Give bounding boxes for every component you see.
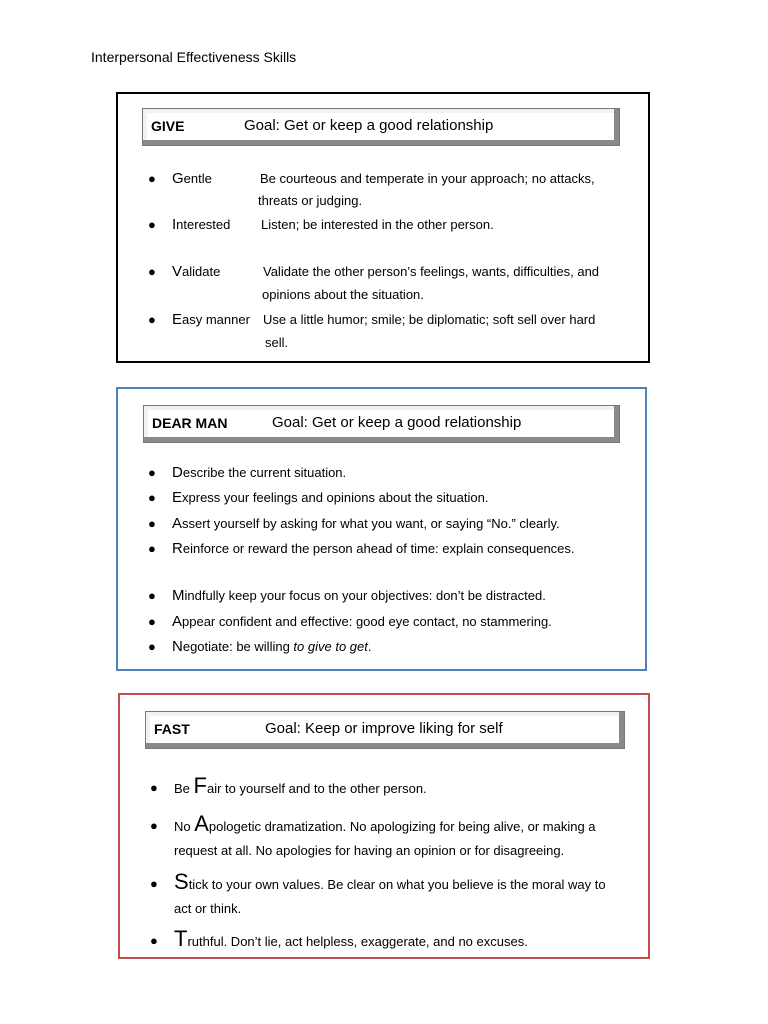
dear-man-text: Appear confident and effective: good eye contact, no stammering. [172, 613, 552, 630]
give-header [142, 108, 620, 146]
dear-man-header [143, 405, 620, 443]
dear-man-text: Describe the current situation. [172, 464, 347, 481]
dear-man-header-goal: Goal: Get or keep a good relationship [272, 414, 522, 431]
give-term: Easy manner [172, 311, 250, 328]
dear-man-text: Assert yourself by asking for what you want, or saying “No.” clearly. [172, 515, 560, 532]
bullet-icon: ● [148, 639, 156, 654]
give-term: Gentle [172, 170, 212, 187]
give-term: Validate [172, 263, 221, 280]
bullet-icon: ● [148, 171, 156, 186]
bullet-icon: ● [150, 780, 158, 795]
bullet-icon: ● [148, 312, 156, 327]
give-desc-cont: sell. [265, 335, 289, 350]
fast-text: Stick to your own values. Be clear on what you believe is the moral way to [174, 869, 606, 894]
give-header-goal: Goal: Get or keep a good relationship [244, 117, 494, 134]
give-desc: Validate the other person’s feelings, wants, difficulties, and [263, 264, 600, 279]
dear-man-section [116, 387, 647, 671]
dear-man-text: Mindfully keep your focus on your objectives: don’t be distracted. [172, 587, 546, 604]
bullet-icon: ● [148, 516, 156, 531]
fast-text: Be Fair to yourself and to the other person. [174, 773, 427, 798]
dear-man-text: Reinforce or reward the person ahead of time: explain consequences. [172, 540, 575, 557]
give-section [116, 92, 650, 363]
bullet-icon: ● [150, 933, 158, 948]
give-desc: Use a little humor; smile; be diplomatic; soft sell over hard [263, 312, 596, 327]
give-desc-cont: opinions about the situation. [262, 287, 424, 302]
give-term: Interested [172, 216, 231, 233]
fast-text-cont: request at all. No apologies for having an opinion or for disagreeing. [174, 843, 565, 858]
dear-man-text: Negotiate: be willing to give to get. [172, 638, 372, 655]
bullet-icon: ● [148, 541, 156, 556]
fast-header-name: FAST [154, 721, 190, 737]
document-title: Interpersonal Effectiveness Skills [91, 49, 297, 65]
bullet-icon: ● [148, 217, 156, 232]
bullet-icon: ● [150, 876, 158, 891]
fast-section [118, 693, 650, 959]
bullet-icon: ● [148, 614, 156, 629]
give-desc: Be courteous and temperate in your approach; no attacks, [260, 171, 595, 186]
dear-man-header-name: DEAR MAN [152, 415, 228, 431]
give-desc-cont: threats or judging. [258, 193, 363, 208]
give-header-name: GIVE [151, 118, 185, 134]
give-desc: Listen; be interested in the other person. [261, 217, 494, 232]
fast-text: No Apologetic dramatization. No apologizing for being alive, or making a [174, 811, 596, 836]
fast-header [145, 711, 625, 749]
bullet-icon: ● [148, 588, 156, 603]
bullet-icon: ● [150, 818, 158, 833]
bullet-icon: ● [148, 490, 156, 505]
bullet-icon: ● [148, 264, 156, 279]
fast-text-cont: act or think. [174, 901, 242, 916]
fast-header-goal: Goal: Keep or improve liking for self [265, 720, 503, 737]
bullet-icon: ● [148, 465, 156, 480]
dear-man-text: Express your feelings and opinions about the situation. [172, 489, 489, 506]
fast-text: Truthful. Don’t lie, act helpless, exaggerate, and no excuses. [174, 926, 528, 951]
